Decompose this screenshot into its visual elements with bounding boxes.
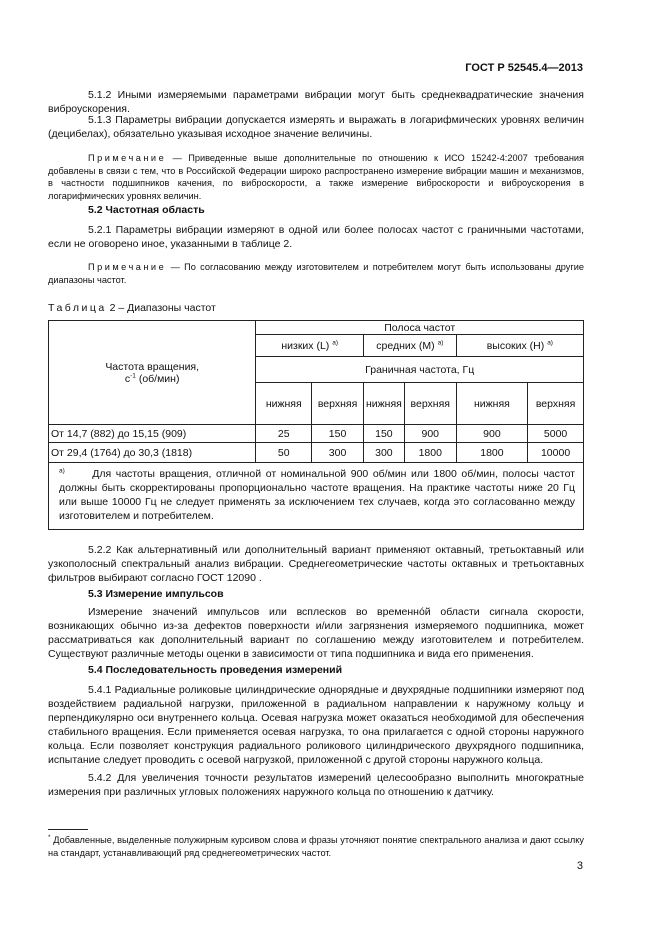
band-header: Полоса частот — [256, 321, 584, 335]
table-title-label: Таблица — [48, 302, 107, 314]
paragraph-5-4-2: 5.4.2 Для увеличения точности результатов измерений целесообразно выполнить многократные измерения при различных угловых положениях наружного кольца по отношению к датчику. — [48, 772, 584, 798]
footnote-ref-a: a) — [332, 339, 338, 346]
table-footnote — [49, 463, 584, 530]
cell-value: 150 — [363, 425, 404, 443]
note-2-label: Примечание — [88, 262, 167, 272]
paragraph-5-1-2: 5.1.2 Иными измеряемыми параметрами вибрации могут быть среднеквадратические значения виброускорения. — [48, 89, 584, 115]
section-heading-5-3: 5.3 Измерение импульсов — [88, 588, 224, 600]
table-title-text: 2 – Диапазоны частот — [109, 302, 216, 314]
page-footnote-mark: * — [48, 833, 51, 841]
speed-header-unit — [51, 373, 253, 385]
paragraph-5-2-1: 5.2.1 Параметры вибрации измеряют в одной или более полосах частот с граничными частотами, если не оговорено иное, указанными в таблице 2. — [48, 224, 584, 250]
cell-value: 150 — [312, 425, 364, 443]
high-lower-header: нижняя — [456, 383, 527, 425]
note-1 — [48, 152, 584, 202]
paragraph-5-4-1: 5.4.1 Радиальные роликовые цилиндрические однорядные и двухрядные подшипники измеряют под воздействием радиальной нагрузки, приложенной в радиальном направлении к наружному кольцу и перпендикулярно оси внутреннего кольца. Осевая нагрузка может оказаться необходимой для обеспечения стабильного вращения. Если применяется осевая нагрузка, то она прилагается с одной стороны наружного кольца. Если позволяет конструкция радиального роликового цилиндрического двухрядного подшипника, испытание следует проводить с осевой нагрузкой, приложенной с другой стороны наружного кольца. — [48, 684, 584, 766]
row-speed: От 29,4 (1764) до 30,3 (1818) — [49, 443, 256, 463]
unit-exponent: -1 — [130, 372, 136, 379]
cell-value: 5000 — [528, 425, 584, 443]
footnote-ref-a: a) — [437, 339, 444, 346]
cell-value: 1800 — [456, 443, 527, 463]
cell-value: 300 — [312, 443, 364, 463]
cell-value: 50 — [256, 443, 312, 463]
low-upper-header: верхняя — [312, 383, 364, 425]
paragraph-5-2-2: 5.2.2 Как альтернативный или дополнительный вариант применяют октавный, третьоктавный или узкополосный спектральный анализ вибрации. Среднегеометрические частоты октавных и третьоктавных фильтров выбирают согласно ГОСТ 12090 . — [48, 544, 584, 584]
note-2-text: — По согласованию между изготовителем и потребителем могут быть использованы другие диапазоны частот. — [48, 262, 584, 285]
note-1-text: — Приведенные выше дополнительные по отношению к ИСО 15242-4:2007 требования добавлены в связи с тем, что в Российской Федерации широко распространено измерение вибрации машин и механизмов, в частности подшипников качения, по виброскорости, а также измерение виброскорости и виброускорения в логарифмических уровнях величин. — [48, 153, 584, 201]
speed-column-header — [49, 321, 256, 425]
mid-upper-header: верхняя — [404, 383, 456, 425]
cell-value: 900 — [456, 425, 527, 443]
note-1-label: Примечание — [88, 153, 167, 163]
footnote-ref-a: a) — [547, 339, 553, 346]
table-footnote-text: Для частоты вращения, отличной от номинальной 900 об/мин или 1800 об/мин, полосы частот должны быть скорректированы пропорционально частоте вращения. На практике частоты ниже 20 Гц или выше 10000 Гц не следует применять за исключением тех случаев, когда это согласованно между изготовителем и потребителем. — [59, 468, 575, 522]
section-heading-5-4: 5.4 Последовательность проведения измерений — [88, 664, 343, 676]
low-lower-header: нижняя — [256, 383, 312, 425]
document-header: ГОСТ Р 52545.4—2013 — [465, 62, 583, 74]
cell-value: 10000 — [528, 443, 584, 463]
cell-value: 1800 — [404, 443, 456, 463]
frequency-range-table — [48, 320, 584, 530]
band-mid-label: средних (M) — [376, 339, 435, 352]
band-high-header — [456, 335, 583, 357]
note-2 — [48, 261, 584, 286]
cell-value: 25 — [256, 425, 312, 443]
high-upper-header: верхняя — [528, 383, 584, 425]
cell-value: 900 — [404, 425, 456, 443]
table-footnote-row — [49, 463, 584, 530]
unit-rpm: (об/мин) — [135, 372, 180, 385]
table-footnote-mark: a) — [59, 467, 65, 475]
paragraph-5-1-3: 5.1.3 Параметры вибрации допускается измерять и выражать в логарифмических уровнях величин (децибелах), обязательно указывая исходное значение величины. — [48, 114, 584, 140]
band-mid-header — [363, 335, 456, 357]
page-footnote-text: Добавленные, выделенные полужирным курсивом слова и фразы уточняют понятие спектрального анализа и дают ссылку на стандарт, устанавливающий ряд среднегеометрических частот. — [48, 835, 584, 858]
page-number: 3 — [576, 860, 583, 872]
mid-lower-header: нижняя — [363, 383, 404, 425]
band-low-label: низких (L) — [281, 339, 330, 352]
band-high-label: высоких (H) — [486, 339, 545, 352]
unit-base: с — [124, 372, 131, 385]
row-speed: От 14,7 (882) до 15,15 (909) — [49, 425, 256, 443]
page-footnote — [48, 834, 584, 860]
footnote-separator — [48, 829, 88, 830]
table-row — [49, 443, 584, 463]
cell-value: 300 — [363, 443, 404, 463]
table-title — [48, 302, 216, 314]
section-heading-5-2: 5.2 Частотная область — [88, 204, 205, 216]
table-row — [49, 425, 584, 443]
paragraph-5-3: Измерение значений импульсов или всплесков во временнóй области сигнала скорости, возникающих обычно из-за дефектов поверхности и/или загрязнения измеряемого подшипника, может рассматриваться как дополнительный вариант по соглашению между изготовителем и потребителем. Существуют различные методы оценки в зависимости от типа подшипника и вида его применения. — [48, 606, 584, 660]
boundary-frequency-header: Граничная частота, Гц — [256, 357, 584, 383]
band-low-header — [256, 335, 364, 357]
speed-header-label: Частота вращения, — [105, 360, 200, 373]
